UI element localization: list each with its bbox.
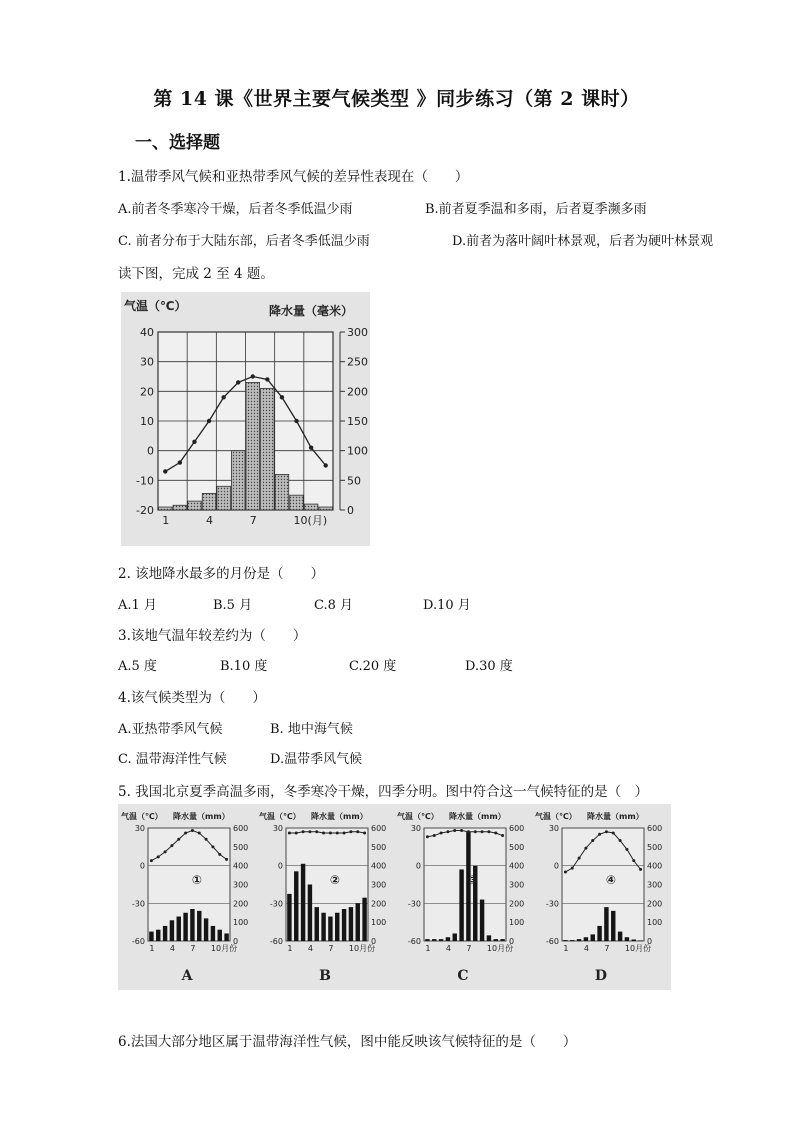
small-temperature-point (612, 832, 615, 835)
q2-option-d[interactable]: D.10 月 (423, 598, 471, 613)
small-precip-bar (432, 939, 436, 941)
small-left-tick: -30 (269, 899, 283, 909)
x-tick-label: 1 (162, 514, 170, 527)
small-x-tick: 10月份 (486, 944, 514, 953)
q6-stem: 6.法国大部分地区属于温带海洋性气候，图中能反映该气候特征的是（ ） (118, 1034, 577, 1050)
x-tick-label: 7 (249, 514, 257, 527)
small-x-tick: 1 (425, 944, 431, 953)
small-temperature-point (349, 830, 352, 833)
climate-chart-main (121, 292, 370, 546)
document-title: 第 14 课《世界主要气候类型 》同步练习（第 2 课时） (153, 88, 640, 110)
right-tick-label: 250 (347, 355, 368, 369)
small-temperature-point (481, 830, 484, 833)
small-temperature-point (363, 832, 366, 835)
small-left-axis-title: 气温（℃） (259, 812, 301, 821)
small-temperature-point (494, 832, 497, 835)
small-chart-number: ④ (605, 873, 617, 887)
temperature-point (294, 419, 298, 423)
small-plot-area (148, 828, 230, 941)
small-temperature-point (467, 830, 470, 833)
temperature-point (280, 395, 284, 399)
q5-stem: 5. 我国北京夏季高温多雨，冬季寒冷干燥，四季分明。图中符合这一气候特征的是（ ） (118, 784, 649, 800)
temperature-point (221, 395, 225, 399)
small-x-tick: 7 (328, 944, 334, 953)
small-left-tick: -60 (407, 937, 421, 946)
small-right-axis-title: 降水量（mm） (311, 812, 368, 821)
small-precip-bar (453, 933, 457, 941)
small-precip-bar (446, 937, 450, 941)
small-right-axis-title: 降水量（mm） (587, 812, 644, 821)
q3-option-d[interactable]: D.30 度 (465, 659, 513, 674)
q4-option-b[interactable]: B. 地中海气候 (270, 722, 353, 737)
small-precip-bar (301, 864, 305, 941)
small-temperature-point (205, 838, 208, 841)
small-temperature-point (605, 830, 608, 833)
temperature-point (265, 377, 269, 381)
right-tick-label: 50 (347, 474, 361, 488)
small-temperature-point (218, 853, 221, 856)
small-precip-bar (584, 937, 588, 941)
small-precip-bar (597, 926, 601, 941)
small-right-tick: 500 (509, 842, 525, 852)
small-precip-bar (335, 913, 339, 941)
small-left-tick: 0 (277, 861, 283, 871)
small-temperature-point (487, 830, 490, 833)
small-plot-area (424, 828, 506, 941)
left-tick-label: 40 (140, 326, 154, 339)
small-temperature-point (571, 867, 574, 870)
small-temperature-point (474, 830, 477, 833)
four-charts-photo (118, 804, 671, 990)
small-temperature-point (157, 855, 160, 858)
small-temperature-point (343, 832, 346, 835)
small-precip-bar (480, 900, 484, 941)
small-temperature-point (584, 847, 587, 850)
right-tick-label: 0 (347, 504, 354, 517)
precip-bar (261, 388, 275, 510)
precip-bar (319, 507, 333, 510)
q3-option-b[interactable]: B.10 度 (220, 659, 268, 674)
small-x-tick: 1 (563, 944, 569, 953)
small-right-tick: 200 (647, 899, 663, 909)
small-temperature-point (446, 830, 449, 833)
small-precip-bar (294, 871, 298, 941)
small-precip-bar (163, 926, 167, 941)
small-temperature-point (460, 829, 463, 832)
small-precip-bar (149, 932, 153, 941)
precip-bar (275, 474, 289, 510)
small-right-tick: 0 (647, 937, 653, 946)
small-temperature-point (225, 858, 228, 861)
small-precip-bar (494, 939, 498, 941)
small-precip-bar (591, 934, 595, 941)
small-right-tick: 400 (647, 861, 663, 871)
q2-option-b[interactable]: B.5 月 (213, 598, 253, 613)
q4-stem: 4.该气候类型为（ ） (118, 690, 266, 706)
precip-bar (246, 382, 260, 510)
left-tick-label: 0 (147, 444, 154, 458)
right-tick-label: 150 (347, 415, 368, 428)
left-tick-label: 20 (140, 385, 154, 399)
small-right-tick: 0 (509, 937, 515, 946)
small-precip-bar (577, 939, 581, 941)
q2-option-a[interactable]: A.1 月 (118, 598, 157, 613)
small-temperature-point (322, 832, 325, 835)
small-left-tick: 30 (410, 824, 421, 833)
left-tick-label: -10 (136, 474, 154, 488)
small-left-tick: 0 (553, 861, 559, 871)
small-precip-bar (625, 937, 629, 941)
q3-option-a[interactable]: A.5 度 (118, 659, 157, 674)
small-plot-area (562, 828, 644, 941)
left-tick-label: -20 (136, 504, 154, 517)
small-precip-bar (177, 917, 181, 941)
x-tick-label: 10(月) (293, 514, 328, 527)
small-x-tick: 4 (169, 944, 176, 953)
q2-4-intro: 读下图，完成 2 至 4 题。 (118, 266, 274, 282)
small-temperature-point (356, 830, 359, 833)
right-tick-label: 200 (347, 385, 368, 399)
small-right-tick: 100 (233, 918, 249, 928)
small-precip-bar (487, 935, 491, 941)
small-temperature-point (329, 832, 332, 835)
temperature-point (309, 446, 313, 450)
small-left-axis-title: 气温（℃） (121, 812, 163, 821)
small-temperature-point (184, 832, 187, 835)
small-precip-bar (439, 939, 443, 941)
q1-option-a[interactable]: A.前者冬季寒冷干燥，后者冬季低温少雨 (118, 202, 353, 217)
precip-bar (173, 505, 187, 510)
small-precip-bar (218, 930, 222, 941)
small-precip-bar (287, 894, 291, 941)
q2-stem: 2. 该地降水最多的月份是（ ） (118, 566, 325, 582)
q4-option-a[interactable]: A.亚热带季风气候 (118, 722, 223, 737)
small-temperature-point (619, 839, 622, 842)
small-chart-label: D (594, 968, 608, 984)
small-precip-bar (197, 911, 201, 941)
temperature-point (251, 374, 255, 378)
left-tick-label: 10 (140, 415, 154, 428)
precip-bar (217, 486, 231, 510)
small-left-axis-title: 气温（℃） (397, 812, 439, 821)
small-temperature-point (191, 829, 194, 832)
small-x-tick: 10月份 (348, 944, 376, 953)
q1-option-b[interactable]: B.前者夏季温和多雨，后者夏季濒多雨 (425, 202, 647, 217)
small-precip-bar (204, 918, 208, 941)
small-x-tick: 7 (604, 944, 610, 953)
small-precip-bar (459, 869, 463, 941)
small-right-axis-title: 降水量（mm） (173, 812, 230, 821)
small-precip-bar (570, 940, 574, 941)
small-precip-bar (342, 909, 346, 941)
q4-option-c[interactable]: C. 温带海洋性气候 (118, 752, 227, 767)
small-right-tick: 500 (371, 842, 387, 852)
small-x-tick: 1 (149, 944, 155, 953)
small-temperature-point (308, 830, 311, 833)
small-temperature-point (315, 830, 318, 833)
small-temperature-point (336, 832, 339, 835)
small-left-tick: 30 (272, 824, 283, 833)
small-right-tick: 600 (509, 824, 525, 833)
small-right-tick: 100 (371, 918, 387, 928)
precip-bar (202, 493, 216, 510)
small-temperature-point (288, 832, 291, 835)
small-left-tick: -30 (407, 899, 421, 909)
small-right-tick: 0 (371, 937, 377, 946)
small-right-tick: 300 (509, 880, 525, 890)
small-precip-bar (632, 939, 636, 941)
small-precip-bar (563, 940, 567, 941)
section-heading: 一、选择题 (135, 133, 220, 153)
small-temperature-point (433, 834, 436, 837)
small-chart-label: B (319, 968, 331, 984)
q2-option-c[interactable]: C.8 月 (314, 598, 354, 613)
small-temperature-point (170, 844, 173, 847)
small-precip-bar (425, 939, 429, 941)
small-right-tick: 500 (647, 842, 663, 852)
small-precip-bar (328, 917, 332, 941)
small-precip-bar (362, 898, 366, 941)
small-temperature-point (440, 832, 443, 835)
small-precip-bar (224, 933, 228, 941)
four-climate-charts (118, 804, 671, 990)
temperature-point (163, 469, 167, 473)
small-precip-bar (349, 907, 353, 941)
small-precip-bar (618, 932, 622, 941)
climate-chart-photo (121, 292, 370, 546)
small-temperature-point (591, 839, 594, 842)
small-chart-c (397, 811, 524, 984)
small-left-tick: -30 (131, 899, 145, 909)
right-tick-label: 300 (347, 326, 368, 339)
small-left-tick: -60 (545, 937, 559, 946)
precip-bar (304, 504, 318, 510)
temperature-point (207, 419, 211, 423)
small-right-tick: 300 (647, 880, 663, 890)
small-temperature-point (453, 829, 456, 832)
small-temperature-point (164, 850, 167, 853)
small-left-axis-title: 气温（℃） (535, 812, 577, 821)
precip-bar (231, 451, 245, 510)
small-temperature-point (639, 868, 642, 871)
small-temperature-point (632, 859, 635, 862)
small-temperature-point (150, 859, 153, 862)
q3-stem: 3.该地气温年较差约为（ ） (118, 628, 307, 644)
x-tick-label: 4 (206, 514, 214, 527)
small-precip-bar (500, 939, 504, 941)
small-temperature-point (598, 833, 601, 836)
small-right-tick: 200 (509, 899, 525, 909)
small-temperature-point (295, 832, 298, 835)
small-precip-bar (638, 940, 642, 941)
precip-bar (290, 495, 304, 510)
small-x-tick: 1 (287, 944, 293, 953)
small-right-tick: 400 (509, 861, 525, 871)
small-precip-bar (356, 903, 360, 941)
small-chart-label: C (457, 968, 469, 984)
small-precip-bar (308, 885, 312, 942)
small-left-tick: -30 (545, 899, 559, 909)
small-right-tick: 100 (509, 918, 525, 928)
left-tick-label: 30 (140, 355, 154, 369)
small-precip-bar (211, 926, 215, 941)
small-left-tick: 30 (134, 824, 145, 833)
small-right-tick: 400 (371, 861, 387, 871)
small-precip-bar (156, 930, 160, 941)
q1-option-c[interactable]: C. 前者分布于大陆东部，后者冬季低温少雨 (118, 234, 370, 249)
small-temperature-point (198, 832, 201, 835)
small-chart-number: ① (191, 873, 203, 887)
small-left-tick: 0 (415, 861, 421, 871)
chart-left-axis-title: 气温（℃） (124, 299, 187, 313)
small-temperature-point (426, 835, 429, 838)
small-right-tick: 300 (233, 880, 249, 890)
small-chart-label: A (181, 968, 193, 984)
temperature-point (324, 463, 328, 467)
small-chart-number: ② (329, 873, 341, 887)
precip-bar (188, 501, 202, 510)
small-chart-a (121, 811, 248, 984)
small-temperature-point (501, 834, 504, 837)
small-right-axis-title: 降水量（mm） (449, 812, 506, 821)
small-temperature-point (578, 857, 581, 860)
small-left-tick: -60 (269, 937, 283, 946)
small-precip-bar (315, 907, 319, 941)
temperature-point (178, 460, 182, 464)
small-left-tick: 30 (548, 824, 559, 833)
small-x-tick: 10月份 (210, 944, 238, 953)
small-x-tick: 4 (583, 944, 590, 953)
q1-option-d[interactable]: D.前者为落叶阔叶林景观，后者为硬叶林景观 (452, 234, 714, 249)
small-temperature-point (625, 848, 628, 851)
small-right-tick: 600 (233, 824, 249, 833)
q3-option-c[interactable]: C.20 度 (349, 659, 397, 674)
small-chart-number: ③ (467, 873, 479, 887)
small-precip-bar (183, 913, 187, 941)
small-right-tick: 100 (647, 918, 663, 928)
small-right-tick: 400 (233, 861, 249, 871)
small-x-tick: 10月份 (624, 944, 652, 953)
temperature-point (236, 380, 240, 384)
small-right-tick: 600 (371, 824, 387, 833)
q1-stem: 1.温带季风气候和亚热带季风气候的差异性表现在（ ） (118, 169, 469, 185)
small-chart-b (259, 811, 386, 984)
precip-bar (159, 507, 173, 510)
small-precip-bar (321, 913, 325, 941)
small-temperature-point (302, 830, 305, 833)
small-right-tick: 500 (233, 842, 249, 852)
small-left-tick: -60 (131, 937, 145, 946)
small-right-tick: 200 (371, 899, 387, 909)
small-x-tick: 4 (445, 944, 452, 953)
small-x-tick: 7 (466, 944, 472, 953)
small-precip-bar (604, 907, 608, 941)
right-tick-label: 100 (347, 444, 368, 458)
small-right-tick: 600 (647, 824, 663, 833)
small-left-tick: 0 (139, 861, 145, 871)
temperature-point (192, 440, 196, 444)
small-temperature-point (211, 845, 214, 848)
small-chart-d (535, 811, 662, 984)
small-x-tick: 4 (307, 944, 314, 953)
small-temperature-point (564, 870, 567, 873)
small-right-tick: 300 (371, 880, 387, 890)
small-temperature-point (177, 838, 180, 841)
small-precip-bar (170, 920, 174, 941)
q4-option-d[interactable]: D.温带季风气候 (270, 752, 363, 767)
small-precip-bar (190, 909, 194, 941)
small-precip-bar (611, 911, 615, 941)
small-right-tick: 0 (233, 937, 239, 946)
chart-right-axis-title: 降水量（毫米） (269, 304, 354, 318)
small-x-tick: 7 (190, 944, 196, 953)
small-right-tick: 200 (233, 899, 249, 909)
